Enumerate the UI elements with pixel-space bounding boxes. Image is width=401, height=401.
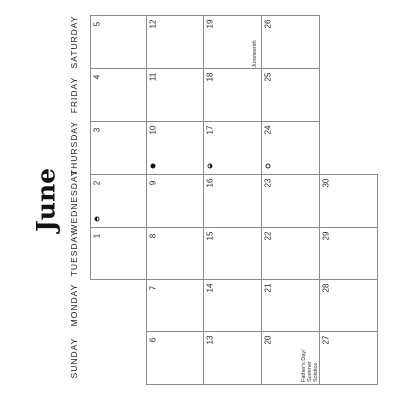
day-number: 12 bbox=[148, 19, 158, 29]
day-number: 20 bbox=[263, 335, 273, 345]
day-number: 6 bbox=[148, 337, 158, 343]
day-number: 8 bbox=[148, 233, 158, 239]
weekday-header-friday: FRIDAY bbox=[69, 76, 79, 113]
day-number: 17 bbox=[205, 125, 215, 135]
day-number: 22 bbox=[263, 231, 273, 241]
weekday-header-wednesday: WEDNESDAY bbox=[69, 168, 79, 233]
day-number: 25 bbox=[263, 72, 273, 82]
day-number: 9 bbox=[148, 180, 158, 186]
day-number: 7 bbox=[148, 285, 158, 291]
month-title: June bbox=[31, 167, 61, 233]
new-moon-icon bbox=[151, 164, 156, 169]
full-moon-icon bbox=[266, 164, 271, 169]
day-number: 11 bbox=[148, 72, 158, 82]
day-number: 30 bbox=[321, 178, 331, 188]
day-number: 15 bbox=[205, 231, 215, 241]
day-number: 4 bbox=[92, 74, 102, 80]
day-number: 29 bbox=[321, 231, 331, 241]
day-number: 5 bbox=[92, 21, 102, 27]
weekday-header-sunday: SUNDAY bbox=[69, 337, 79, 378]
day-number: 28 bbox=[321, 283, 331, 293]
day-number: 26 bbox=[263, 19, 273, 29]
day-number: 21 bbox=[263, 283, 273, 293]
day-number: 1 bbox=[92, 233, 102, 239]
day-number: 2 bbox=[92, 180, 102, 186]
day-number: 14 bbox=[205, 283, 215, 293]
weekday-header-thursday: THURSDAY bbox=[69, 120, 79, 175]
day-number: 18 bbox=[205, 72, 215, 82]
holiday-note: Juneteenth bbox=[251, 40, 258, 68]
holiday-note: Father's Day/ Summer Solstice bbox=[300, 349, 320, 382]
weekday-header-tuesday: TUESDAY bbox=[69, 229, 79, 277]
day-number: 13 bbox=[205, 335, 215, 345]
day-number: 16 bbox=[205, 178, 215, 188]
weekday-header-monday: MONDAY bbox=[69, 283, 79, 327]
day-number: 27 bbox=[321, 335, 331, 345]
day-number: 23 bbox=[263, 178, 273, 188]
day-number: 10 bbox=[148, 125, 158, 135]
day-number: 19 bbox=[205, 19, 215, 29]
last-quarter-moon-icon bbox=[95, 217, 100, 222]
weekday-header-saturday: SATURDAY bbox=[69, 14, 79, 69]
day-number: 24 bbox=[263, 125, 273, 135]
first-quarter-moon-icon bbox=[208, 164, 213, 169]
day-number: 3 bbox=[92, 127, 102, 133]
